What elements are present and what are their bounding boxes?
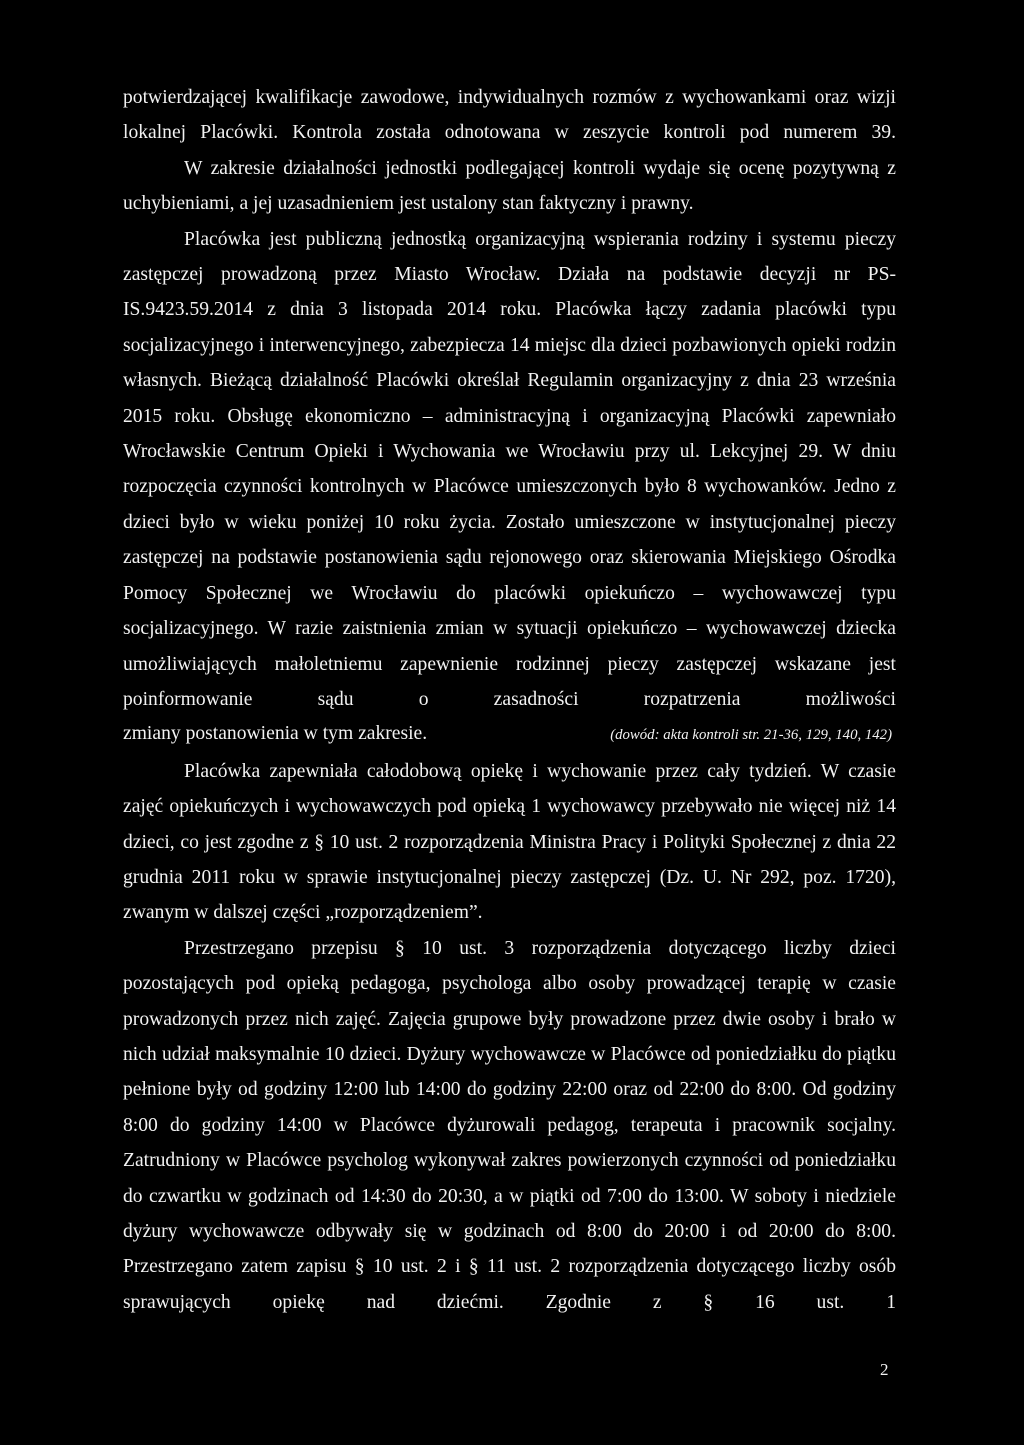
- evidence-line-text: zmiany postanowienia w tym zakresie.: [123, 723, 428, 745]
- paragraph-care-hours: Placówka zapewniała całodobową opiekę i wychowanie przez cały tydzień. W czasie zajęć opiekuńczych i wychowawczych pod opieką 1 wychowawcy przebywało nie więcej niż 14 dzieci, co jest zgodne z § 10 ust. 2 rozporządzenia Ministra Pracy i Polityki Społecznej z dnia 22 grudnia 2011 roku w sprawie instytucjonalnej pieczy zastępczej (Dz. U. Nr 292, poz. 1720), zwanym w dalszej części „rozporządzeniem”.: [123, 760, 896, 924]
- evidence-reference: (dowód: akta kontroli str. 21-36, 129, 140, 142): [610, 727, 892, 744]
- evidence-line: [123, 716, 896, 753]
- document-page: [123, 80, 896, 1320]
- paragraph-regulations: Przestrzegano przepisu § 10 ust. 3 rozporządzenia dotyczącego liczby dzieci pozostających pod opieką pedagoga, psychologa albo osoby prowadzącej terapię w czasie prowadzonych przez nich zajęć. Zajęcia grupowe były prowadzone przez dwie osoby i brało w nich udział maksymalnie 10 dzieci. Dyżury wychowawcze w Placówce od poniedziałku do piątku pełnione były od godziny 12:00 lub 14:00 do godziny 22:00 oraz od 22:00 do 8:00. Od godziny 8:00 do godziny 14:00 w Placówce dyżurowali pedagog, terapeuta i pracownik socjalny. Zatrudniony w Placówce psycholog wykonywał zakres powierzonych czynności od poniedziałku do czwartku w godzinach od 14:30 do 20:30, a w piątki od 7:00 do 13:00. W soboty i niedziele dyżury wychowawcze odbywały się w godzinach od 8:00 do 20:00 i od 20:00 do 8:00. Przestrzegano zatem zapisu § 10 ust. 2 i § 11 ust. 2 rozporządzenia dotyczącego liczby osób sprawujących opiekę nad dziećmi. Zgodnie z § 16 ust. 1: [123, 937, 896, 1313]
- paragraph-intro: potwierdzającej kwalifikacje zawodowe, indywidualnych rozmów z wychowankami oraz wizji lokalnej Placówki. Kontrola została odnotowana w zeszycie kontroli pod numerem 39.: [123, 87, 896, 144]
- paragraph-assessment: W zakresie działalności jednostki podlegającej kontroli wydaje się ocenę pozytywną z uchybieniami, a jej uzasadnieniem jest ustalony stan faktyczny i prawny.: [123, 157, 896, 215]
- paragraph-facility-description: Placówka jest publiczną jednostką organizacyjną wspierania rodziny i systemu pieczy zastępczej prowadzoną przez Miasto Wrocław. Działa na podstawie decyzji nr PS-IS.9423.59.2014 z dnia 3 listopada 2014 roku. Placówka łączy zadania placówki typu socjalizacyjnego i interwencyjnego, zabezpiecza 14 miejsc dla dzieci pozbawionych opieki rodzin własnych. Bieżącą działalność Placówki określał Regulamin organizacyjny z dnia 23 września 2015 roku. Obsługę ekonomiczno – administracyjną i organizacyjną Placówki zapewniało Wrocławskie Centrum Opieki i Wychowania we Wrocławiu przy ul. Lekcyjnej 29. W dniu rozpoczęcia czynności kontrolnych w Placówce umieszczonych było 8 wychowanków. Jedno z dzieci było w wieku poniżej 10 roku życia. Zostało umieszczone w instytucjonalnej pieczy zastępczej na podstawie postanowienia sądu rejonowego oraz skierowania Miejskiego Ośrodka Pomocy Społecznej we Wrocławiu do placówki opiekuńczo – wychowawczej typu socjalizacyjnego. W razie zaistnienia zmian w sytuacji opiekuńczo – wychowawczej dziecka umożliwiających małoletniemu zapewnienie rodzinnej pieczy zastępczej wskazane jest poinformowanie sądu o zasadności rozpatrzenia możliwości: [123, 228, 896, 710]
- page-number: 2: [880, 1360, 889, 1379]
